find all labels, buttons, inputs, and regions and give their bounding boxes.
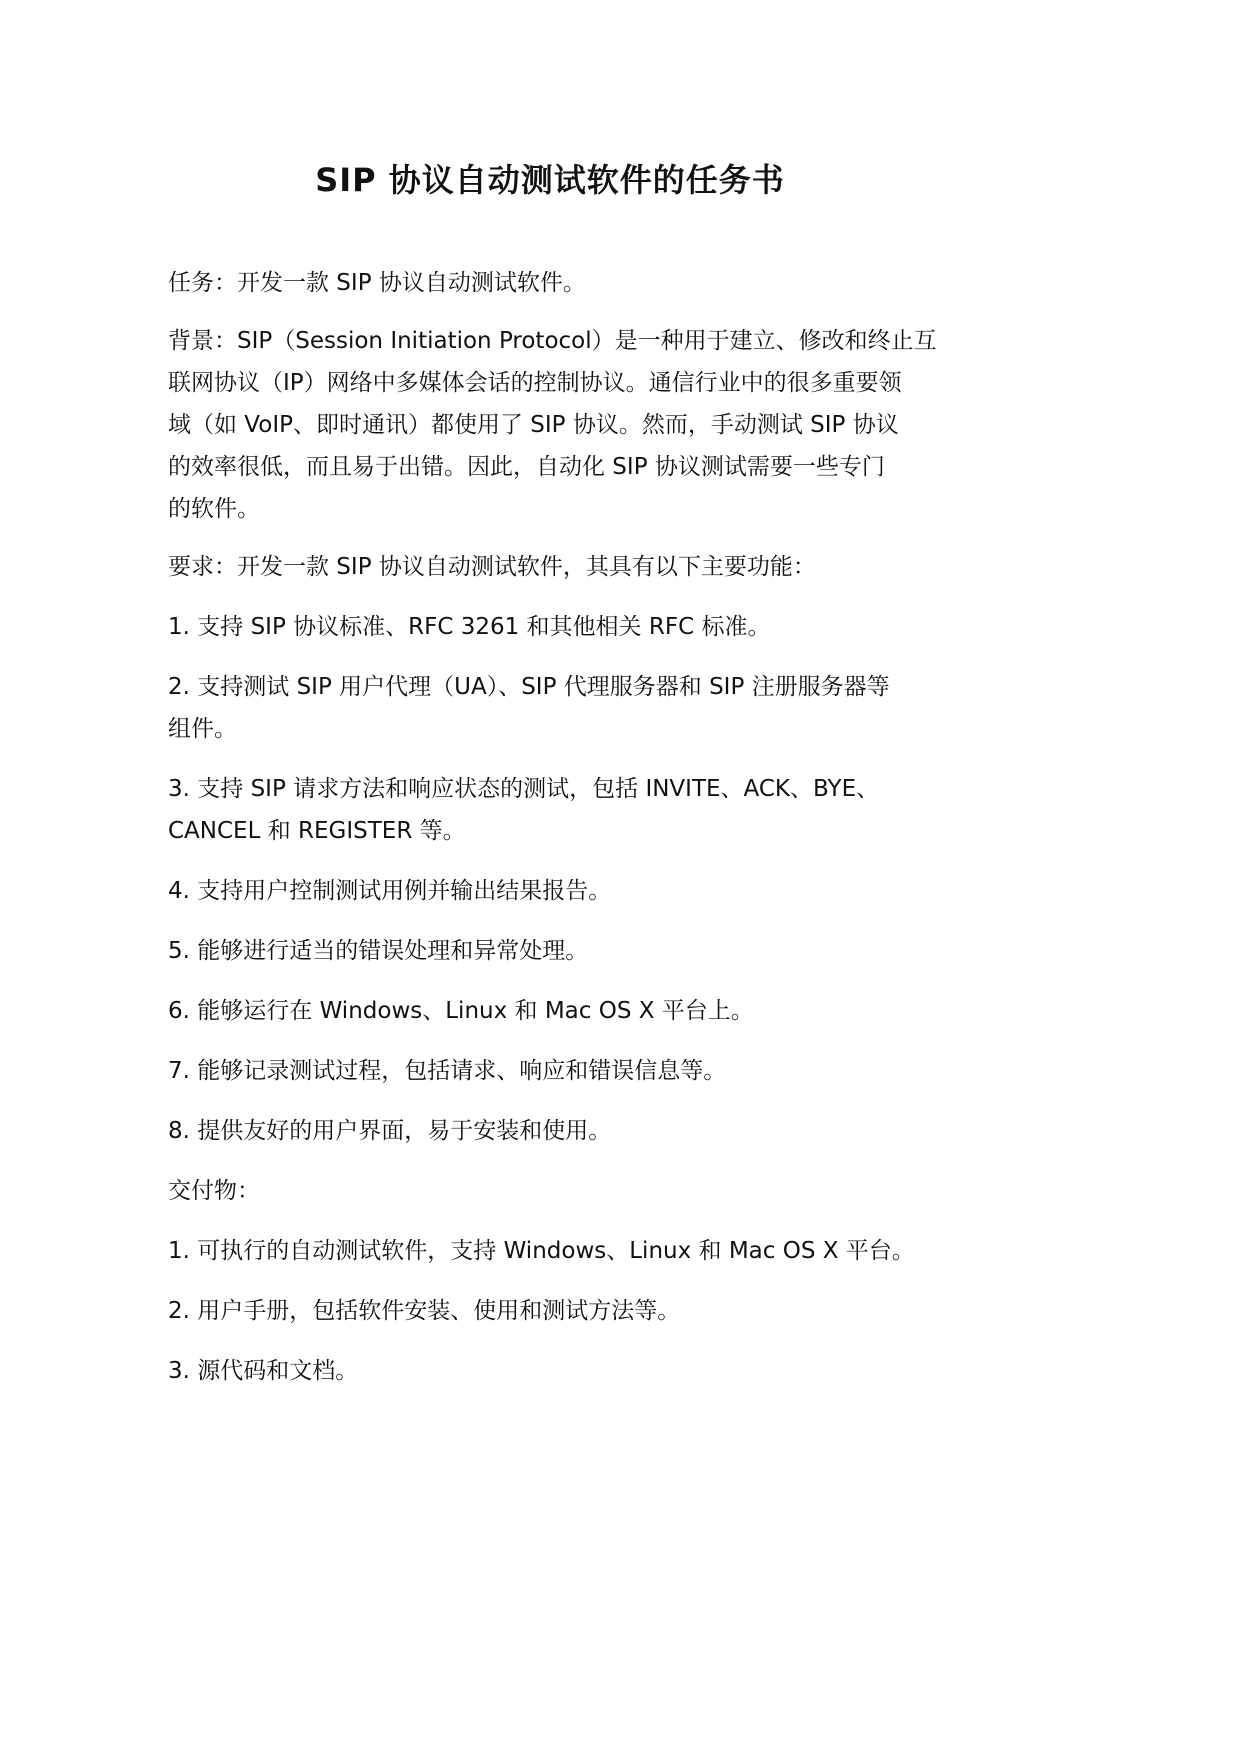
background-line: 的效率很低，而且易于出错。因此，自动化 SIP 协议测试需要一些专门: [168, 454, 885, 480]
requirement-item: [168, 768, 958, 852]
deliverable-item: 3. 源代码和文档。: [168, 1358, 359, 1384]
background-line: 的软件。: [168, 496, 260, 522]
background-line: 背景：SIP（Session Initiation Protocol）是一种用于建立、修改和终止互: [168, 328, 937, 354]
requirement-line: 8. 提供友好的用户界面，易于安装和使用。: [168, 1118, 612, 1144]
requirement-line: 2. 支持测试 SIP 用户代理（UA）、SIP 代理服务器和 SIP 注册服务器等: [168, 674, 890, 700]
requirement-line: 7. 能够记录测试过程，包括请求、响应和错误信息等。: [168, 1058, 727, 1084]
background-line: 联网协议（IP）网络中多媒体会话的控制协议。通信行业中的很多重要领: [168, 370, 902, 396]
requirement-line: 5. 能够进行适当的错误处理和异常处理。: [168, 938, 589, 964]
deliverable-item: 2. 用户手册，包括软件安装、使用和测试方法等。: [168, 1298, 681, 1324]
deliverables-heading: 交付物：: [168, 1178, 260, 1204]
requirement-line: 1. 支持 SIP 协议标准、RFC 3261 和其他相关 RFC 标准。: [168, 614, 771, 640]
task-paragraph: 任务：开发一款 SIP 协议自动测试软件。: [168, 270, 586, 296]
requirement-line: 组件。: [168, 716, 237, 742]
requirement-item: [168, 990, 958, 1032]
requirement-line: CANCEL 和 REGISTER 等。: [168, 818, 466, 844]
requirement-item: [168, 1050, 958, 1092]
requirement-item: [168, 666, 958, 750]
requirement-line: 4. 支持用户控制测试用例并输出结果报告。: [168, 878, 612, 904]
requirements-heading: 要求：开发一款 SIP 协议自动测试软件，其具有以下主要功能：: [168, 554, 816, 580]
document-title: SIP 协议自动测试软件的任务书: [315, 161, 785, 199]
requirement-line: 3. 支持 SIP 请求方法和响应状态的测试，包括 INVITE、ACK、BYE、: [168, 776, 880, 802]
deliverable-item: 1. 可执行的自动测试软件，支持 Windows、Linux 和 Mac OS X 平台。: [168, 1238, 915, 1264]
background-paragraph: [168, 320, 958, 530]
requirement-line: 6. 能够运行在 Windows、Linux 和 Mac OS X 平台上。: [168, 998, 754, 1024]
requirement-item: [168, 1110, 958, 1152]
requirement-item: [168, 606, 958, 648]
requirement-item: [168, 870, 958, 912]
background-line: 域（如 VoIP、即时通讯）都使用了 SIP 协议。然而，手动测试 SIP 协议: [168, 412, 899, 438]
requirement-item: [168, 930, 958, 972]
